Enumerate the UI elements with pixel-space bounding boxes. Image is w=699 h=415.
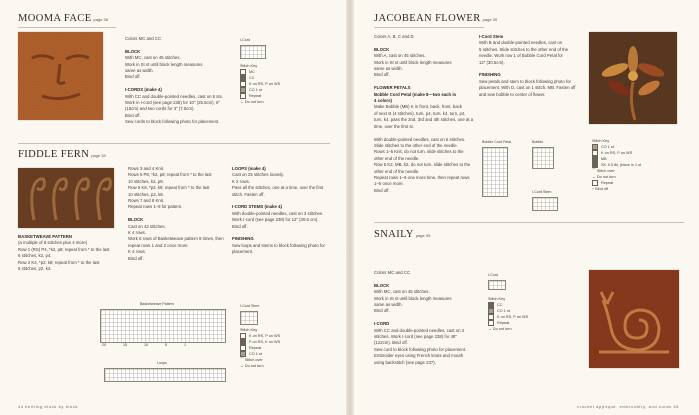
fiddle-fern-swatch-photo: [18, 168, 114, 228]
snaily-stitch-key: Stitch Key CC CO 1 st K on RS, P on WS Repeat → Do not turn: [488, 297, 529, 331]
bind-off-icon: ⌐: [592, 187, 596, 191]
mooma-icord-chart: [240, 45, 266, 59]
mooma-chart-title: I-Cord: [240, 38, 250, 42]
arrow-icon: →: [240, 100, 245, 104]
fiddle-fern-instructions-col2: LOOPS (make 4) Cast on 25 stitches loosely. K 2 rows. Pass all the stitches, one at a time, over the first stitch. Fasten off. I-CORD STEMS (make 4) With double-pointed needles, cast on 3 stitches. Work I-cord (see page 238) for 12" (30.5 cm). Bind off. FINISHING Sew loops and stems to block following photo for placement.: [232, 166, 325, 255]
left-page: [0, 0, 346, 415]
left-page-footer: 44 knitting block by block: [18, 404, 79, 409]
snaily-icord-chart: [488, 280, 506, 290]
basketweave-chart-title: Basketweave Pattern: [140, 302, 174, 306]
icord-stem-chart-title: I-Cord Stem: [532, 190, 552, 194]
loops-chart-title: Loops: [157, 361, 167, 365]
mooma-face-swatch-photo: [18, 32, 103, 120]
arrow-icon: →: [592, 175, 597, 179]
icord-stem-chart: [240, 311, 258, 325]
divider: [374, 222, 684, 223]
bobble-cord-petal-chart-title: Bobble Cord Petal: [482, 140, 512, 144]
icord-stem-chart-title: I-Cord Stem: [240, 304, 260, 308]
jacobean-flower-title: JACOBEAN FLOWER page 39: [374, 13, 498, 24]
fiddle-fern-title: FIDDLE FERN page 39: [18, 149, 106, 160]
book-gutter: [346, 0, 354, 415]
right-page-footer: crochet appliqué, embroidery, and cords 45: [577, 404, 679, 409]
snaily-chart-title: I-Cord: [488, 273, 498, 277]
stitch-over-icon: ⌒: [240, 358, 245, 362]
jacobean-instructions-col1: Colors A, B, C and D BLOCK With A, cast on 45 stitches. Work in St st until block length measures same as width. Bind off. FLOWER PETALS Bobble Cord Petal (make 8—two each in 4 colors) Make Bobble (MB) K in front, back, front, back of next st (4 stitches), turn, p4, turn, k4, turn, p4, turn, k4, pass the 2nd, 3rd and 4th stitches, one at a time, over the first st. With double-pointed needles, cast on 5 stitches. Slide stitches to the other end of the needle. Rows 1–5 Knit, do not turn, slide stitches to the other end of the needle. Row 6 K2, MB, k2, do not turn, slide stitches to the other end of the needle. Repeat rows 1–6 one more time, then repeat rows 1–5 once more. Bind off.: [374, 34, 474, 193]
snaily-title: SNAILY page 39: [374, 229, 431, 240]
arrow-icon: →: [240, 364, 245, 368]
basketweave-chart: [100, 309, 226, 343]
mooma-face-title: MOOMA FACE page 38: [18, 13, 108, 24]
fiddle-stitch-key: Stitch Key K on RS, P on WS P on RS, K on WS Repeat CO 1 st ⌒ Stitch over → Do not turn: [240, 328, 281, 368]
basketweave-pattern-text: BASKETWEAVE PATTERN (a multiple of 8 stitches plus 4 more) Row 1 (RS) P4, *k2, p8; repeat from * to the last 6 stitches, k2, p4. Row 2 K4, *p2, k8; repeat from * to the last 6 stitches, p2, k4.: [18, 234, 110, 272]
fiddle-fern-instructions-col1: Rows 3 and 4 Knit. Rows 5 P8, *k2, p8; repeat from * to the last 10 stitches, k2, p8. Row 6 K8, *p2, k8; repeat from * to the last 10 stitches, p2, k8. Rows 7 and 8 Knit. Repeat rows 1–8 for pattern. BLOCK Cast on 42 stitches. K 4 rows. Work 8 rows of Basketweave pattern 8 times, then repeat rows 1 and 2 once more. K 4 rows. Bind off.: [128, 166, 224, 261]
snaily-instructions: Colors MC and CC BLOCK With MC, cast on 45 stitches. Work in St st until block length measures same as width. Bind off. I-CORD With CC and double-pointed needles, cast on 3 stitches. Work I-cord (see page 238) for 48" (122cm). Bind off. Sew cord to block following photo for placement. Embroider eyes using French knots and mouth using backstitch (see page 237).: [374, 270, 467, 365]
jacobean-instructions-col2: I-Cord Stem With B and double-pointed needles, cast on 5 stitches. Slide stitches to the other end of the needle. Work row 1 of Bobble Cord Petal for 12" (30.5cm). FINISHING Sew petals and stem to block following photo for placement. With D, cast on 1 stitch, MB. Fasten off and sew bobble to center of flower.: [479, 34, 576, 97]
arrow-icon: →: [488, 327, 493, 331]
bobble-chart-title: Bobble: [532, 140, 544, 144]
divider: [18, 143, 330, 144]
basketweave-chart-axis: 20 15 10 5 1: [102, 343, 186, 347]
snaily-swatch-photo: [589, 270, 679, 368]
jacobean-stitch-key: Stitch Key CO 1 st K on RS, P on WS MB SK, K3 tbl, (twice in 1 st ⌒ Stitch over → Do not turn Repeat ⌐ Bind off: [592, 139, 642, 191]
mooma-stitch-key: Stitch Key MC CC K on RS, P on WS CO 1 st Repeat → Do not turn: [240, 64, 281, 104]
right-page: [354, 0, 699, 415]
bobble-chart: [532, 147, 554, 169]
stitch-over-icon: ⌒: [592, 169, 597, 173]
jacobean-icord-stem-chart: [532, 197, 558, 211]
bobble-cord-petal-chart: [482, 147, 508, 197]
loops-chart: [104, 368, 226, 382]
mooma-face-instructions: Colors MC and CC BLOCK With MC, cast on 45 stitches. Work in St st until block length measures same as width. Bind off. I-CORDS (make 4) With CC and double-pointed needles, cast on 5 sts. Work in I-cord (see page 238) for 10" (25.5cm), 6" (15cm) and two cords for 3" (7.5cm). Bind off. Sew cords to block following photo for placement.: [125, 36, 223, 125]
divider: [374, 27, 484, 28]
divider: [18, 27, 116, 28]
jacobean-flower-swatch-photo: [589, 32, 677, 124]
